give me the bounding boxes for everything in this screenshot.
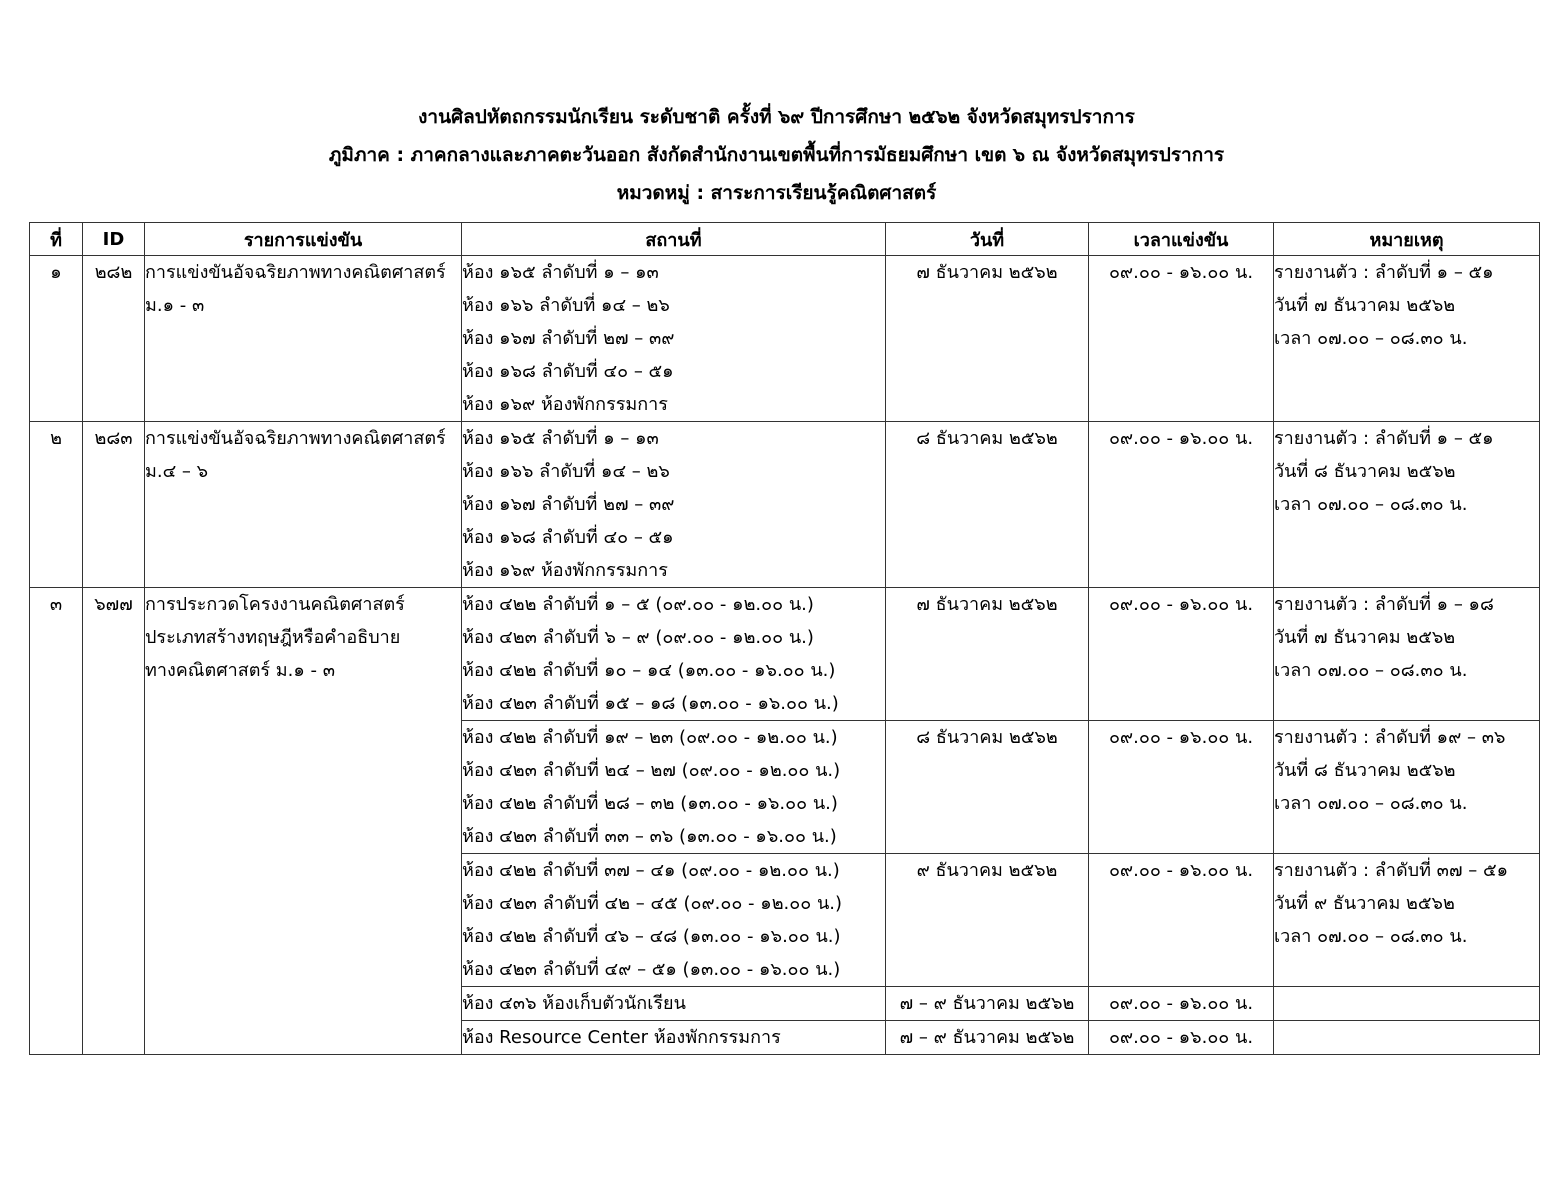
venue-line: ห้อง ๑๖๙ ห้องพักกรรมการ [462,560,668,581]
cell-event [145,256,462,422]
venue-line: ห้อง ๔๒๓ ลำดับที่ ๖ – ๙ (๐๙.๐๐ - ๑๒.๐๐ น.) [462,627,814,648]
note-line: วันที่ ๘ ธันวาคม ๒๕๖๒ [1274,760,1456,781]
cell-note [1274,987,1540,1021]
cell-date [886,588,1089,721]
row-id: ๒๘๓ [94,428,133,449]
col-header-date: วันที่ [886,223,1089,256]
event-title-line: การแข่งขันอัจฉริยภาพทางคณิตศาสตร์ [145,262,446,283]
cell-time [1089,854,1274,987]
cell-no [30,256,83,422]
event-title-line: ประเภทสร้างทฤษฎีหรือคำอธิบาย [145,627,401,648]
col-header-time: เวลาแข่งขัน [1089,223,1274,256]
header-region: ภูมิภาค : ภาคกลางและภาคตะวันออก สังกัดสำนักงานเขตพื้นที่การมัธยมศึกษา เขต ๖ ณ จังหวัดสมุทรปราการ [328,144,1225,166]
venue-line: ห้อง ๔๒๒ ลำดับที่ ๒๘ – ๓๒ (๑๓.๐๐ - ๑๖.๐๐ น.) [462,793,838,814]
venue-line: ห้อง ๔๒๒ ลำดับที่ ๓๗ – ๔๑ (๐๙.๐๐ - ๑๒.๐๐ น.) [462,860,840,881]
note-line: เวลา ๐๗.๐๐ – ๐๘.๓๐ น. [1274,793,1468,814]
venue-line: ห้อง ๔๒๒ ลำดับที่ ๑๐ – ๑๔ (๑๓.๐๐ - ๑๖.๐๐ น.) [462,660,836,681]
table-row [30,422,1540,588]
note-line: วันที่ ๘ ธันวาคม ๒๕๖๒ [1274,461,1456,482]
cell-date [886,987,1089,1021]
cell-no [30,588,83,1055]
cell-event [145,422,462,588]
table-row [30,588,1540,721]
date-value: ๘ ธันวาคม ๒๕๖๒ [916,428,1058,449]
cell-date [886,256,1089,422]
venue-line: ห้อง ๑๖๗ ลำดับที่ ๒๗ – ๓๙ [462,328,675,349]
date-value: ๘ ธันวาคม ๒๕๖๒ [916,727,1058,748]
cell-note [1274,854,1540,987]
venue-line: ห้อง ๔๒๓ ลำดับที่ ๓๓ – ๓๖ (๑๓.๐๐ - ๑๖.๐๐ น.) [462,826,837,847]
venue-line: ห้อง ๑๖๕ ลำดับที่ ๑ – ๑๓ [462,428,659,449]
cell-event [145,588,462,1055]
event-title-line: ม.๔ – ๖ [145,461,209,482]
venue-line: ห้อง ๔๒๒ ลำดับที่ ๔๖ – ๔๘ (๑๓.๐๐ - ๑๖.๐๐ น.) [462,926,841,947]
cell-note [1274,721,1540,854]
event-title-line: ทางคณิตศาสตร์ ม.๑ - ๓ [145,660,336,681]
cell-id [83,422,145,588]
cell-time [1089,422,1274,588]
venue-line: ห้อง ๑๖๖ ลำดับที่ ๑๔ – ๒๖ [462,461,670,482]
note-line: วันที่ ๗ ธันวาคม ๒๕๖๒ [1274,627,1456,648]
note-line: รายงานตัว : ลำดับที่ ๑ – ๑๘ [1274,594,1494,615]
cell-id [83,588,145,1055]
venue-line: ห้อง ๑๖๙ ห้องพักกรรมการ [462,394,668,415]
venue-line: ห้อง ๔๒๒ ลำดับที่ ๑ – ๕ (๐๙.๐๐ - ๑๒.๐๐ น.) [462,594,814,615]
date-value: ๗ ธันวาคม ๒๕๖๒ [916,262,1058,283]
schedule-table [29,222,1540,1055]
table-header-row [30,223,1540,256]
cell-time [1089,1021,1274,1055]
date-value: ๗ ธันวาคม ๒๕๖๒ [916,594,1058,615]
col-header-event: รายการแข่งขัน [145,223,462,256]
cell-date [886,854,1089,987]
venue-line: ห้อง ๔๒๓ ลำดับที่ ๔๒ – ๔๕ (๐๙.๐๐ - ๑๒.๐๐ น.) [462,893,843,914]
cell-venue [462,987,886,1021]
cell-venue [462,256,886,422]
row-number: ๑ [50,262,62,283]
event-title-line: การแข่งขันอัจฉริยภาพทางคณิตศาสตร์ [145,428,446,449]
cell-date [886,1021,1089,1055]
venue-line: ห้อง ๑๖๘ ลำดับที่ ๔๐ – ๕๑ [462,361,674,382]
col-header-no: ที่ [30,223,83,256]
time-value: ๐๙.๐๐ - ๑๖.๐๐ น. [1108,993,1254,1014]
cell-venue [462,1021,886,1055]
date-value: ๙ ธันวาคม ๒๕๖๒ [916,860,1058,881]
col-header-note: หมายเหตุ [1274,223,1540,256]
header-title: งานศิลปหัตถกรรมนักเรียน ระดับชาติ ครั้งที่ ๖๙ ปีการศึกษา ๒๕๖๒ จังหวัดสมุทรปราการ [418,106,1135,128]
note-line: วันที่ ๙ ธันวาคม ๒๕๖๒ [1274,893,1455,914]
time-value: ๐๙.๐๐ - ๑๖.๐๐ น. [1108,860,1254,881]
cell-time [1089,721,1274,854]
time-value: ๐๙.๐๐ - ๑๖.๐๐ น. [1108,428,1254,449]
cell-date [886,422,1089,588]
time-value: ๐๙.๐๐ - ๑๖.๐๐ น. [1108,262,1254,283]
venue-line: ห้อง ๔๒๓ ลำดับที่ ๔๙ – ๕๑ (๑๓.๐๐ - ๑๖.๐๐ น.) [462,959,841,980]
note-line: เวลา ๐๗.๐๐ – ๐๘.๓๐ น. [1274,494,1468,515]
venue-line: ห้อง Resource Center ห้องพักกรรมการ [462,1027,781,1048]
time-value: ๐๙.๐๐ - ๑๖.๐๐ น. [1108,594,1254,615]
venue-line: ห้อง ๔๒๓ ลำดับที่ ๒๔ – ๒๗ (๐๙.๐๐ - ๑๒.๐๐ น.) [462,760,841,781]
cell-time [1089,987,1274,1021]
cell-venue [462,854,886,987]
row-id: ๒๘๒ [94,262,133,283]
document-header [0,98,1553,212]
note-line: รายงานตัว : ลำดับที่ ๑ – ๕๑ [1274,262,1494,283]
row-number: ๒ [50,428,62,449]
note-line: เวลา ๐๗.๐๐ – ๐๘.๓๐ น. [1274,660,1468,681]
venue-line: ห้อง ๔๒๓ ลำดับที่ ๑๕ – ๑๘ (๑๓.๐๐ - ๑๖.๐๐ น.) [462,693,839,714]
note-line: รายงานตัว : ลำดับที่ ๑ – ๕๑ [1274,428,1494,449]
date-value: ๗ – ๙ ธันวาคม ๒๕๖๒ [899,993,1075,1014]
time-value: ๐๙.๐๐ - ๑๖.๐๐ น. [1108,1027,1254,1048]
cell-time [1089,588,1274,721]
cell-note [1274,256,1540,422]
cell-venue [462,721,886,854]
cell-date [886,721,1089,854]
row-number: ๓ [49,594,63,615]
cell-time [1089,256,1274,422]
note-line: เวลา ๐๗.๐๐ – ๐๘.๓๐ น. [1274,926,1468,947]
cell-note [1274,1021,1540,1055]
event-title-line: การประกวดโครงงานคณิตศาสตร์ [145,594,405,615]
col-header-venue: สถานที่ [462,223,886,256]
venue-line: ห้อง ๑๖๕ ลำดับที่ ๑ – ๑๓ [462,262,659,283]
table-row [30,256,1540,422]
cell-note [1274,588,1540,721]
cell-no [30,422,83,588]
note-line: รายงานตัว : ลำดับที่ ๑๙ – ๓๖ [1274,727,1506,748]
cell-venue [462,422,886,588]
time-value: ๐๙.๐๐ - ๑๖.๐๐ น. [1108,727,1254,748]
row-id: ๖๗๗ [94,594,133,615]
cell-note [1274,422,1540,588]
venue-line: ห้อง ๔๒๒ ลำดับที่ ๑๙ – ๒๓ (๐๙.๐๐ - ๑๒.๐๐ น.) [462,727,838,748]
cell-id [83,256,145,422]
venue-line: ห้อง ๑๖๖ ลำดับที่ ๑๔ – ๒๖ [462,295,670,316]
venue-line: ห้อง ๔๓๖ ห้องเก็บตัวนักเรียน [462,993,686,1014]
venue-line: ห้อง ๑๖๘ ลำดับที่ ๔๐ – ๕๑ [462,527,674,548]
date-value: ๗ – ๙ ธันวาคม ๒๕๖๒ [899,1027,1075,1048]
cell-venue [462,588,886,721]
note-line: เวลา ๐๗.๐๐ – ๐๘.๓๐ น. [1274,328,1468,349]
event-title-line: ม.๑ - ๓ [145,295,205,316]
note-line: รายงานตัว : ลำดับที่ ๓๗ – ๕๑ [1274,860,1508,881]
header-category: หมวดหมู่ : สาระการเรียนรู้คณิตศาสตร์ [616,182,937,204]
venue-line: ห้อง ๑๖๗ ลำดับที่ ๒๗ – ๓๙ [462,494,675,515]
note-line: วันที่ ๗ ธันวาคม ๒๕๖๒ [1274,295,1456,316]
col-header-id: ID [83,223,145,256]
